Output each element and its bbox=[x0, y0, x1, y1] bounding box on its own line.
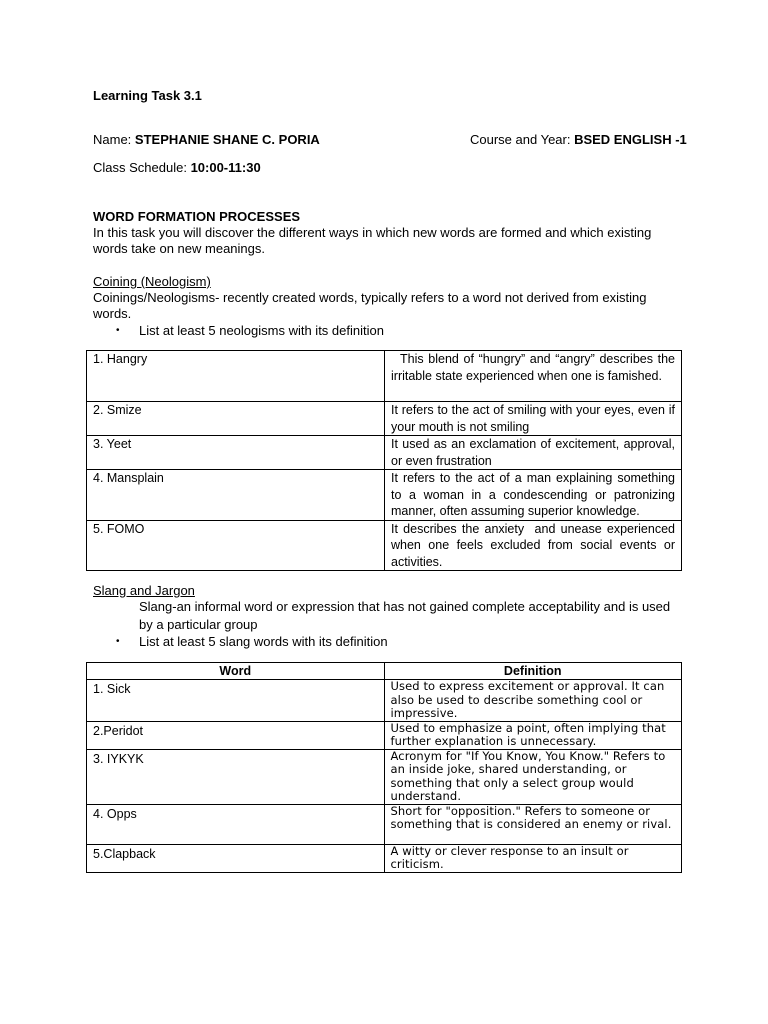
coining-def-2: words. bbox=[93, 306, 132, 321]
definition-cell: It refers to the act of smiling with your eyes, even if your mouth is not smiling bbox=[385, 402, 682, 436]
name-value: STEPHANIE SHANE C. PORIA bbox=[134, 132, 320, 147]
column-header-word: Word bbox=[87, 663, 385, 680]
table-row bbox=[87, 749, 682, 804]
definition-cell: It refers to the act of a man explaining something to a woman in a condescending or patronizing manner, often assuming superior knowledge. bbox=[385, 470, 682, 521]
definition-cell: This blend of “hungry” and “angry” describes the irritable state experienced when one is famished. bbox=[385, 351, 682, 402]
definition-cell: Used to express excitement or approval. It can also be used to describe something cool or impressive. bbox=[384, 680, 682, 722]
word-cell: 2. Smize bbox=[87, 402, 385, 436]
table-row bbox=[87, 721, 682, 749]
column-header-definition: Definition bbox=[384, 663, 682, 680]
word-cell: 1. Hangry bbox=[87, 351, 385, 402]
table-row bbox=[87, 436, 682, 470]
word-cell: 3. IYKYK bbox=[87, 749, 385, 804]
section-heading: WORD FORMATION PROCESSES bbox=[93, 209, 301, 224]
course-label: Course and Year: bbox=[470, 132, 575, 147]
definition-cell: It describes the anxiety and unease experienced when one feels excluded from social events or activities. bbox=[385, 520, 682, 571]
word-cell: 2.Peridot bbox=[87, 721, 385, 749]
table-row bbox=[87, 844, 682, 872]
bullet-icon: • bbox=[116, 325, 120, 336]
course-line bbox=[470, 132, 687, 148]
coining-heading: Coining (Neologism) bbox=[93, 274, 211, 289]
word-cell: 5. FOMO bbox=[87, 520, 385, 571]
table-row bbox=[87, 804, 682, 844]
table-row bbox=[87, 470, 682, 521]
name-line bbox=[93, 132, 320, 148]
table-row bbox=[87, 402, 682, 436]
schedule-label: Class Schedule: bbox=[93, 160, 191, 175]
bullet-icon: • bbox=[116, 636, 120, 647]
definition-cell: A witty or clever response to an insult or criticism. bbox=[384, 844, 682, 872]
schedule-value: 10:00-11:30 bbox=[190, 160, 261, 175]
definition-cell: Short for "opposition." Refers to someone or something that is considered an enemy or rival. bbox=[384, 804, 682, 844]
table-row bbox=[87, 680, 682, 722]
table-row bbox=[87, 520, 682, 571]
definition-cell: Used to emphasize a point, often implying that further explanation is unnecessary. bbox=[384, 721, 682, 749]
slang-heading: Slang and Jargon bbox=[93, 583, 195, 598]
slang-instruction: List at least 5 slang words with its definition bbox=[139, 634, 388, 649]
word-cell: 4. Opps bbox=[87, 804, 385, 844]
task-title: Learning Task 3.1 bbox=[93, 88, 202, 103]
table-header-row bbox=[87, 663, 682, 680]
neologism-table bbox=[86, 350, 682, 571]
word-cell: 5.Clapback bbox=[87, 844, 385, 872]
name-label: Name: bbox=[93, 132, 135, 147]
slang-def-1: Slang-an informal word or expression that has not gained complete acceptability and is used bbox=[139, 599, 671, 614]
word-cell: 1. Sick bbox=[87, 680, 385, 722]
schedule-line bbox=[93, 160, 261, 176]
definition-cell: Acronym for "If You Know, You Know." Refers to an inside joke, shared understanding, or something that only a select group would understand. bbox=[384, 749, 682, 804]
definition-cell: It used as an exclamation of excitement, approval, or even frustration bbox=[385, 436, 682, 470]
slang-def-2: by a particular group bbox=[139, 617, 258, 632]
word-cell: 4. Mansplain bbox=[87, 470, 385, 521]
coining-def-1: Coinings/Neologisms- recently created words, typically refers to a word not derived from existing bbox=[93, 290, 647, 305]
word-cell: 3. Yeet bbox=[87, 436, 385, 470]
table-row bbox=[87, 351, 682, 402]
coining-instruction: List at least 5 neologisms with its definition bbox=[139, 323, 384, 338]
slang-table bbox=[86, 662, 682, 873]
course-value: BSED ENGLISH -1 bbox=[574, 132, 687, 147]
intro-text-2: words take on new meanings. bbox=[93, 241, 265, 256]
intro-text-1: In this task you will discover the different ways in which new words are formed and which existing bbox=[93, 225, 652, 240]
